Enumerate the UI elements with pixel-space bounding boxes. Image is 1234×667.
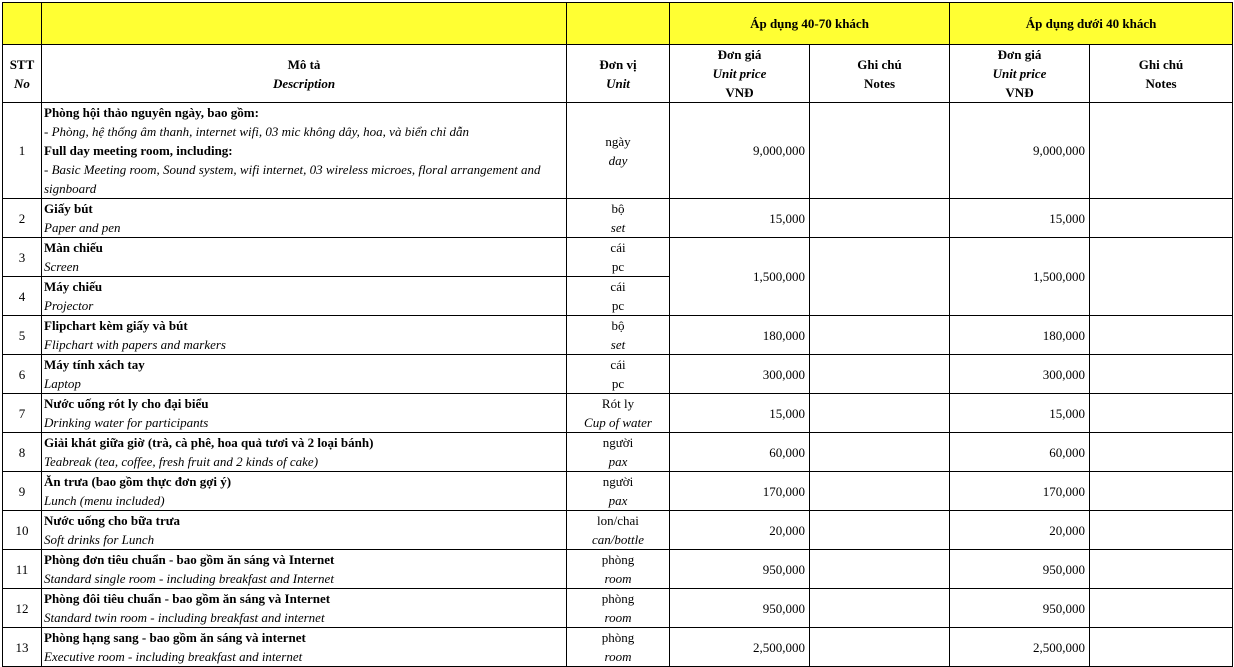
notes-under-40 [1090, 550, 1233, 589]
price-under-40: 300,000 [950, 355, 1090, 394]
header-blank-cell [42, 3, 567, 45]
price-40-70: 9,000,000 [670, 103, 810, 199]
stt-label-en: No [14, 75, 30, 91]
notes-under-40 [1090, 316, 1233, 355]
table-row [3, 433, 1233, 472]
unit-en: set [610, 220, 626, 235]
stt-label-vi: STT [9, 56, 35, 72]
table-row [3, 511, 1233, 550]
price-label-en: Unit price [712, 66, 767, 81]
row-unit [567, 394, 670, 433]
price-under-40: 9,000,000 [950, 103, 1090, 199]
row-unit [567, 355, 670, 394]
notes-under-40 [1090, 472, 1233, 511]
row-description [42, 277, 567, 316]
notes-40-70 [810, 511, 950, 550]
title-vi: Nước uống rót ly cho đại biểu [44, 396, 209, 411]
title-vi: Phòng hội thảo nguyên ngày, bao gồm: [44, 105, 259, 120]
price-under-40: 20,000 [950, 511, 1090, 550]
title-vi: Flipchart kèm giấy và bút [44, 318, 188, 333]
price-label-en: Unit price [992, 66, 1047, 81]
title-en: Laptop [44, 376, 81, 391]
table-row [3, 355, 1233, 394]
title-en: Lunch (menu included) [44, 493, 165, 508]
notes-under-40 [1090, 394, 1233, 433]
notes-label-en: Notes [863, 75, 896, 91]
unit-en: pc [611, 376, 625, 391]
row-unit [567, 277, 670, 316]
price-40-70: 1,500,000 [670, 238, 810, 316]
table-row [3, 316, 1233, 355]
unit-en: pc [611, 298, 625, 313]
header-blank-cell [3, 3, 42, 45]
unit-header [567, 45, 670, 103]
price-currency: VNĐ [725, 85, 754, 100]
title-en: Standard twin room - including breakfast and internet [44, 610, 325, 625]
notes-40-70 [810, 355, 950, 394]
title-vi: Phòng hạng sang - bao gồm ăn sáng và internet [44, 630, 306, 645]
stt-header [3, 45, 42, 103]
title-en: Projector [44, 298, 94, 313]
row-description [42, 355, 567, 394]
price-under-40: 60,000 [950, 433, 1090, 472]
unit-en: can/bottle [592, 532, 644, 547]
notes-under-40 [1090, 355, 1233, 394]
group-under-40-guests: Áp dụng dưới 40 khách [950, 3, 1233, 45]
notes-label-vi: Ghi chú [1138, 56, 1184, 72]
row-description [42, 238, 567, 277]
notes-header-2 [1090, 45, 1233, 103]
table-row [3, 628, 1233, 667]
unit-en: pax [608, 493, 628, 508]
row-number: 10 [3, 511, 42, 550]
price-40-70: 60,000 [670, 433, 810, 472]
price-under-40: 15,000 [950, 394, 1090, 433]
row-unit [567, 628, 670, 667]
title-en: Drinking water for participants [44, 415, 209, 430]
column-header-row [3, 45, 1233, 103]
unit-label-vi: Đơn vị [599, 56, 637, 72]
notes-40-70 [810, 238, 950, 316]
notes-header-1 [810, 45, 950, 103]
notes-under-40 [1090, 103, 1233, 199]
row-description [42, 103, 567, 199]
unit-en: room [604, 610, 632, 625]
unit-en: pc [611, 259, 625, 274]
row-description [42, 472, 567, 511]
unit-vi: người [602, 435, 634, 450]
title-en: Standard single room - including breakfast and Internet [44, 571, 334, 586]
price-40-70: 2,500,000 [670, 628, 810, 667]
row-unit [567, 472, 670, 511]
group-40-70-guests: Áp dụng 40-70 khách [670, 3, 950, 45]
title-en: Paper and pen [44, 220, 121, 235]
price-40-70: 300,000 [670, 355, 810, 394]
title-en: Teabreak (tea, coffee, fresh fruit and 2 kinds of cake) [44, 454, 319, 469]
row-number: 8 [3, 433, 42, 472]
notes-40-70 [810, 550, 950, 589]
table-row [3, 103, 1233, 199]
unit-label-en: Unit [606, 75, 630, 91]
notes-40-70 [810, 199, 950, 238]
price-under-40: 950,000 [950, 550, 1090, 589]
price-under-40: 170,000 [950, 472, 1090, 511]
title-vi: Giấy bút [44, 201, 93, 216]
notes-label-en: Notes [1145, 75, 1177, 91]
table-row [3, 472, 1233, 511]
notes-40-70 [810, 589, 950, 628]
row-description [42, 433, 567, 472]
row-unit [567, 550, 670, 589]
row-number: 13 [3, 628, 42, 667]
notes-under-40 [1090, 199, 1233, 238]
row-number: 4 [3, 277, 42, 316]
unit-vi: cái [610, 357, 626, 372]
unit-vi: lon/chai [597, 513, 639, 528]
notes-40-70 [810, 316, 950, 355]
price-under-40: 15,000 [950, 199, 1090, 238]
unit-vi: người [602, 474, 634, 489]
title-en: Soft drinks for Lunch [44, 532, 155, 547]
title-vi: Giải khát giữa giờ (trà, cà phê, hoa quả tươi và 2 loại bánh) [44, 435, 374, 450]
price-under-40: 950,000 [950, 589, 1090, 628]
unit-en: set [610, 337, 626, 352]
price-header-2 [950, 45, 1090, 103]
unit-vi: cái [610, 240, 626, 255]
price-40-70: 180,000 [670, 316, 810, 355]
unit-en: room [604, 649, 632, 664]
row-unit [567, 103, 670, 199]
row-description [42, 511, 567, 550]
price-under-40: 2,500,000 [950, 628, 1090, 667]
row-unit [567, 433, 670, 472]
unit-vi: phòng [601, 630, 635, 645]
row-description [42, 394, 567, 433]
price-currency: VNĐ [1005, 85, 1034, 100]
description-label-vi: Mô tả [287, 56, 321, 72]
price-table [2, 2, 1233, 667]
price-40-70: 15,000 [670, 394, 810, 433]
title-vi: Phòng đôi tiêu chuẩn - bao gồm ăn sáng và Internet [44, 591, 331, 606]
unit-vi: ngày [605, 133, 631, 149]
unit-vi: bộ [611, 201, 625, 216]
notes-40-70 [810, 103, 950, 199]
price-40-70: 20,000 [670, 511, 810, 550]
price-40-70: 15,000 [670, 199, 810, 238]
title-en: Flipchart with papers and markers [44, 337, 226, 352]
row-number: 5 [3, 316, 42, 355]
title-vi: Màn chiếu [44, 240, 103, 255]
price-under-40: 180,000 [950, 316, 1090, 355]
table-row [3, 199, 1233, 238]
row-description [42, 316, 567, 355]
row-number: 9 [3, 472, 42, 511]
row-number: 1 [3, 103, 42, 199]
row-unit [567, 316, 670, 355]
row-number: 12 [3, 589, 42, 628]
notes-40-70 [810, 394, 950, 433]
notes-40-70 [810, 433, 950, 472]
price-40-70: 950,000 [670, 550, 810, 589]
row-description [42, 628, 567, 667]
title-vi: Ăn trưa (bao gồm thực đơn gợi ý) [44, 474, 232, 489]
unit-en: room [604, 571, 632, 586]
price-label-vi: Đơn giá [997, 47, 1042, 62]
notes-40-70 [810, 628, 950, 667]
unit-en: Cup of water [584, 415, 652, 430]
table-row [3, 589, 1233, 628]
title-en: Screen [44, 259, 79, 274]
unit-vi: bộ [611, 318, 625, 333]
price-label-vi: Đơn giá [717, 47, 762, 62]
notes-under-40 [1090, 589, 1233, 628]
title-vi: Nước uống cho bữa trưa [44, 513, 181, 528]
unit-en: day [608, 152, 628, 168]
row-number: 11 [3, 550, 42, 589]
notes-under-40 [1090, 238, 1233, 316]
notes-under-40 [1090, 511, 1233, 550]
row-description [42, 589, 567, 628]
row-unit [567, 238, 670, 277]
unit-vi: phòng [601, 552, 635, 567]
notes-under-40 [1090, 628, 1233, 667]
row-unit [567, 511, 670, 550]
row-unit [567, 199, 670, 238]
price-under-40: 1,500,000 [950, 238, 1090, 316]
detail-en: - Basic Meeting room, Sound system, wifi internet, 03 wireless microes, floral arrangement and signboard [44, 162, 541, 196]
title-vi: Máy tính xách tay [44, 357, 145, 372]
title-en: Full day meeting room, including: [44, 143, 233, 158]
description-header [42, 45, 567, 103]
title-en: Executive room - including breakfast and internet [44, 649, 303, 664]
row-number: 2 [3, 199, 42, 238]
table-row [3, 238, 1233, 277]
unit-vi: phòng [601, 591, 635, 606]
row-number: 3 [3, 238, 42, 277]
row-number: 7 [3, 394, 42, 433]
table-row [3, 394, 1233, 433]
notes-under-40 [1090, 433, 1233, 472]
price-40-70: 170,000 [670, 472, 810, 511]
table-row [3, 550, 1233, 589]
title-vi: Máy chiếu [44, 279, 103, 294]
group-header-row [3, 3, 1233, 45]
unit-vi: Rót ly [601, 396, 635, 411]
unit-en: pax [608, 454, 628, 469]
price-header-1 [670, 45, 810, 103]
row-description [42, 550, 567, 589]
notes-40-70 [810, 472, 950, 511]
description-label-en: Description [272, 75, 336, 91]
detail-vi: - Phòng, hệ thống âm thanh, internet wifi, 03 mic không dây, hoa, và biển chỉ dẫn [44, 124, 469, 139]
row-description [42, 199, 567, 238]
unit-vi: cái [610, 279, 626, 294]
header-blank-cell [567, 3, 670, 45]
row-unit [567, 589, 670, 628]
price-40-70: 950,000 [670, 589, 810, 628]
row-number: 6 [3, 355, 42, 394]
title-vi: Phòng đơn tiêu chuẩn - bao gồm ăn sáng và Internet [44, 552, 335, 567]
notes-label-vi: Ghi chú [857, 56, 902, 72]
